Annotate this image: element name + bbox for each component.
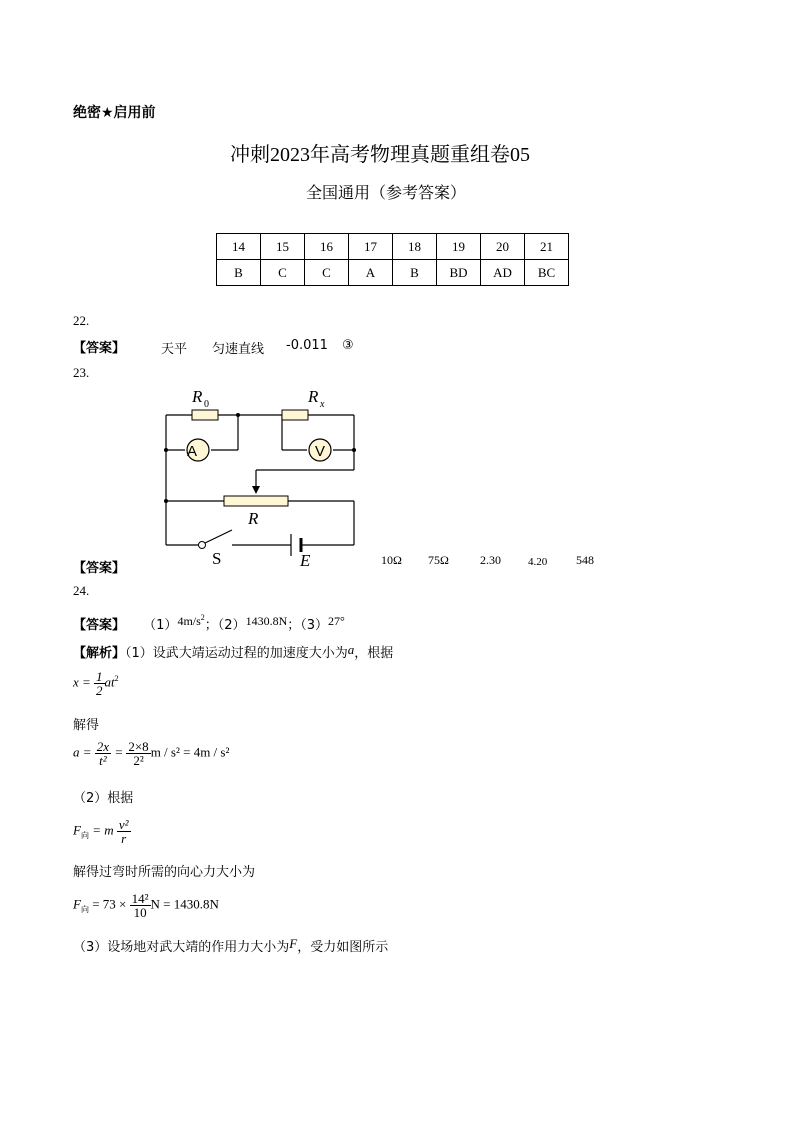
denominator: 2: [96, 683, 103, 698]
answer-line: [73, 613, 345, 633]
fraction: [117, 818, 131, 845]
ammeter-icon: A: [186, 443, 198, 460]
table-cell: C: [305, 260, 349, 286]
numerator: 1: [96, 669, 103, 684]
table-cell: C: [261, 260, 305, 286]
answer-table: [216, 233, 569, 286]
part-label: （1）: [143, 618, 178, 633]
answer-value: 1430.8N: [245, 614, 288, 628]
fraction: [95, 740, 111, 767]
table-cell: 20: [481, 234, 525, 260]
rx-label: R: [308, 387, 319, 406]
exponent: 2: [114, 674, 119, 684]
numerator: v²: [118, 817, 129, 832]
fraction: [126, 740, 150, 767]
circuit-diagram: [150, 380, 380, 570]
answer-value: 天平: [161, 342, 188, 357]
equation: [73, 670, 119, 697]
numerator: 14²: [131, 891, 149, 906]
equation-text: at: [104, 674, 115, 690]
analysis-tag: 【解析】: [73, 646, 126, 661]
question-number: 23.: [73, 365, 90, 380]
table-cell: 16: [305, 234, 349, 260]
fraction: [94, 670, 105, 697]
answer-value: 10Ω: [381, 553, 402, 567]
part-text: （2）根据: [73, 791, 134, 806]
part-text: ，受力如图所示: [297, 940, 389, 955]
separator: ；（3）: [287, 618, 329, 633]
rheostat-label: R: [248, 509, 259, 528]
table-row: [217, 260, 569, 286]
part-text-line: [73, 936, 388, 955]
table-cell: BC: [525, 260, 569, 286]
numerator: 2x: [96, 739, 110, 754]
answer-value: 4.20: [528, 556, 548, 568]
equation: [73, 740, 229, 767]
equation-text: m / s² = 4m / s²: [150, 744, 230, 760]
secret-label: 绝密★启用前: [73, 105, 156, 121]
denominator: 10: [133, 905, 147, 920]
variable: F: [289, 936, 298, 951]
answer-value-sup: 2: [200, 613, 205, 622]
rx-subscript: x: [320, 399, 325, 410]
answer-value: 75Ω: [428, 553, 449, 567]
table-cell: 21: [525, 234, 569, 260]
equation-text: x =: [73, 674, 91, 690]
equation-text: F: [73, 896, 81, 912]
table-cell: 14: [217, 234, 261, 260]
answer-tag: 【答案】: [73, 561, 126, 576]
answer-value: [177, 614, 204, 628]
voltmeter-icon: V: [314, 443, 326, 460]
equation-text: = m: [92, 822, 114, 838]
part-text: （3）设场地对武大靖的作用力大小为: [73, 940, 290, 955]
page-subtitle: 全国通用（参考答案）: [306, 183, 467, 202]
answer-value: 27°: [328, 614, 345, 628]
answer-value: ③: [342, 338, 354, 353]
table-cell: AD: [481, 260, 525, 286]
r0-label: R: [192, 387, 203, 406]
analysis-text: ，根据: [354, 646, 394, 661]
equation-text: =: [114, 744, 124, 760]
numerator: 2×8: [128, 739, 149, 754]
variable: a: [347, 642, 355, 657]
question-number: 24.: [73, 583, 90, 598]
subscript: 向: [80, 905, 89, 915]
answer-value: 2.30: [480, 553, 501, 567]
answer-value-text: 4m/s: [177, 614, 201, 628]
table-cell: 19: [437, 234, 481, 260]
separator: ；（2）: [204, 618, 246, 633]
answer-value: 548: [576, 553, 594, 567]
table-cell: B: [217, 260, 261, 286]
analysis-line: [73, 642, 393, 661]
subscript: 向: [80, 831, 89, 841]
table-cell: 15: [261, 234, 305, 260]
table-cell: 17: [349, 234, 393, 260]
question-number: 22.: [73, 313, 90, 328]
part-text: 解得过弯时所需的向心力大小为: [73, 865, 256, 880]
analysis-text: （1）设武大靖运动过程的加速度大小为: [125, 646, 348, 661]
switch-label: S: [212, 549, 222, 568]
equation-text: N = 1430.8N: [150, 896, 219, 912]
answer-value: 匀速直线: [212, 342, 265, 357]
table-cell: 18: [393, 234, 437, 260]
solve-label: 解得: [73, 718, 100, 733]
denominator: t²: [99, 753, 107, 768]
table-cell: A: [349, 260, 393, 286]
equation: [73, 818, 131, 845]
answer-tag: 【答案】: [73, 618, 126, 633]
battery-label: E: [300, 551, 311, 570]
table-row: [217, 234, 569, 260]
denominator: 2²: [133, 753, 144, 768]
fraction: [130, 892, 151, 919]
r0-subscript: 0: [204, 399, 209, 410]
page-title: 冲刺2023年高考物理真题重组卷05: [230, 144, 530, 166]
denominator: r: [121, 831, 127, 846]
equation: [73, 892, 219, 919]
equation-text: = 73 ×: [92, 896, 127, 912]
table-cell: B: [393, 260, 437, 286]
table-cell: BD: [437, 260, 481, 286]
equation-text: F: [73, 822, 81, 838]
equation-text: a =: [73, 744, 92, 760]
answer-tag: 【答案】: [73, 341, 126, 356]
answer-value: -0.011: [286, 338, 328, 353]
